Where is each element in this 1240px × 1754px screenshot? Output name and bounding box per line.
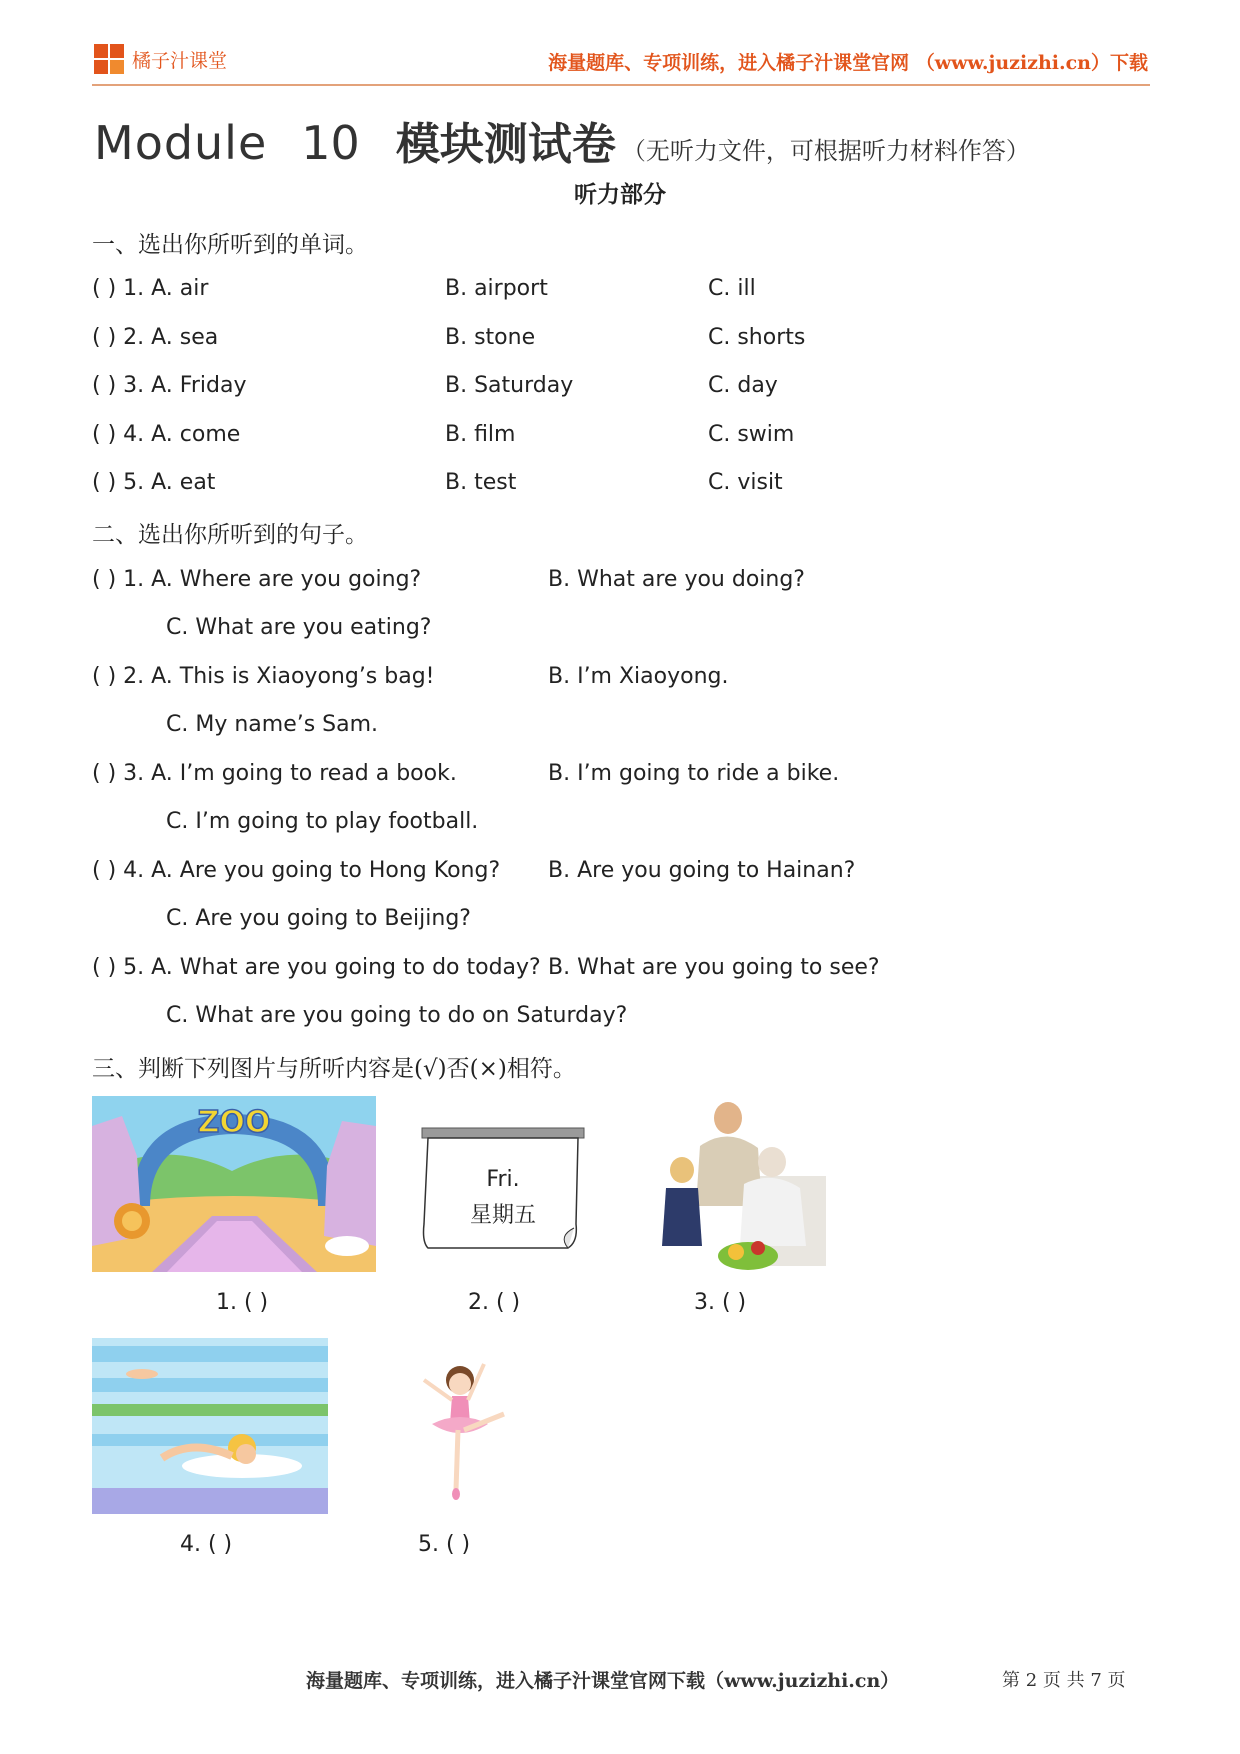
title-name: 模块测试卷 — [395, 119, 616, 170]
s2-q2-a: ( ) 2. A. This is Xiaoyong’s bag! — [92, 664, 435, 689]
s2-q5-b: B. What are you going to see? — [548, 955, 880, 980]
brand — [94, 44, 227, 74]
swimming-picture — [92, 1338, 328, 1514]
s1-q1-c: C. ill — [708, 276, 756, 301]
ballet-dancer-picture — [408, 1350, 518, 1510]
brand-name: 橘子汁课堂 — [132, 49, 228, 72]
sign-line-2: 星期五 — [469, 1203, 537, 1228]
zoo-picture — [92, 1096, 376, 1272]
s1-q3-c: C. day — [708, 373, 778, 398]
s2-q2-b: B. I’m Xiaoyong. — [548, 664, 729, 689]
s1-q2-a: ( ) 2. A. sea — [92, 325, 219, 350]
header-divider — [92, 84, 1150, 86]
family-visit-picture — [640, 1096, 826, 1272]
picture-5-answer[interactable]: 5. ( ) — [418, 1532, 471, 1557]
section2-heading: 二、选出你所听到的句子。 — [92, 522, 368, 548]
picture-3-answer[interactable]: 3. ( ) — [694, 1290, 747, 1315]
s1-q2-b: B. stone — [445, 325, 536, 350]
s1-q4-b: B. film — [445, 422, 516, 447]
s1-q3-b: B. Saturday — [445, 373, 574, 398]
s2-q1-b: B. What are you doing? — [548, 567, 805, 592]
logo-icon — [94, 44, 124, 74]
s2-q4-b: B. Are you going to Hainan? — [548, 858, 856, 883]
s2-q5-a: ( ) 5. A. What are you going to do today? — [92, 955, 541, 980]
page-number: 第 2 页 共 7 页 — [1002, 1670, 1126, 1691]
section3-heading: 三、判断下列图片与所听内容是(√)否(×)相符。 — [92, 1056, 576, 1082]
s1-q5-a: ( ) 5. A. eat — [92, 470, 216, 495]
s2-q3-a: ( ) 3. A. I’m going to read a book. — [92, 761, 457, 786]
s2-q1-a: ( ) 1. A. Where are you going? — [92, 567, 422, 592]
s2-q3-b: B. I’m going to ride a bike. — [548, 761, 840, 786]
title-number: 10 — [301, 116, 360, 170]
page-title — [94, 108, 1030, 172]
s2-q4-a: ( ) 4. A. Are you going to Hong Kong? — [92, 858, 501, 883]
s2-q3-c: C. I’m going to play football. — [166, 809, 479, 834]
sign-line-1: Fri. — [486, 1167, 520, 1192]
zoo-sign-text: ZOO — [197, 1105, 271, 1140]
s1-q1-b: B. airport — [445, 276, 548, 301]
picture-4-answer[interactable]: 4. ( ) — [180, 1532, 233, 1557]
s1-q3-a: ( ) 3. A. Friday — [92, 373, 247, 398]
s2-q1-c: C. What are you eating? — [166, 615, 432, 640]
footer-text: 海量题库、专项训练，进入橘子汁课堂官网下载（www.juzizhi.cn） — [306, 1670, 900, 1692]
s1-q4-a: ( ) 4. A. come — [92, 422, 241, 447]
s1-q5-b: B. test — [445, 470, 517, 495]
s1-q1-a: ( ) 1. A. air — [92, 276, 209, 301]
header-link-text: 海量题库、专项训练，进入橘子汁课堂官网 （www.juzizhi.cn）下载 — [548, 52, 1148, 74]
section-title-listening: 听力部分 — [574, 181, 666, 208]
section1-heading: 一、选出你所听到的单词。 — [92, 232, 368, 258]
s2-q2-c: C. My name’s Sam. — [166, 712, 379, 737]
title-note: （无听力文件，可根据听力材料作答） — [621, 137, 1030, 165]
s1-q4-c: C. swim — [708, 422, 795, 447]
s2-q5-c: C. What are you going to do on Saturday? — [166, 1003, 628, 1028]
title-module: Module — [94, 116, 268, 170]
s2-q4-c: C. Are you going to Beijing? — [166, 906, 471, 931]
picture-1-answer[interactable]: 1. ( ) — [216, 1290, 269, 1315]
picture-2-answer[interactable]: 2. ( ) — [468, 1290, 521, 1315]
s1-q2-c: C. shorts — [708, 325, 806, 350]
s1-q5-c: C. visit — [708, 470, 783, 495]
friday-sign-picture — [418, 1124, 588, 1254]
